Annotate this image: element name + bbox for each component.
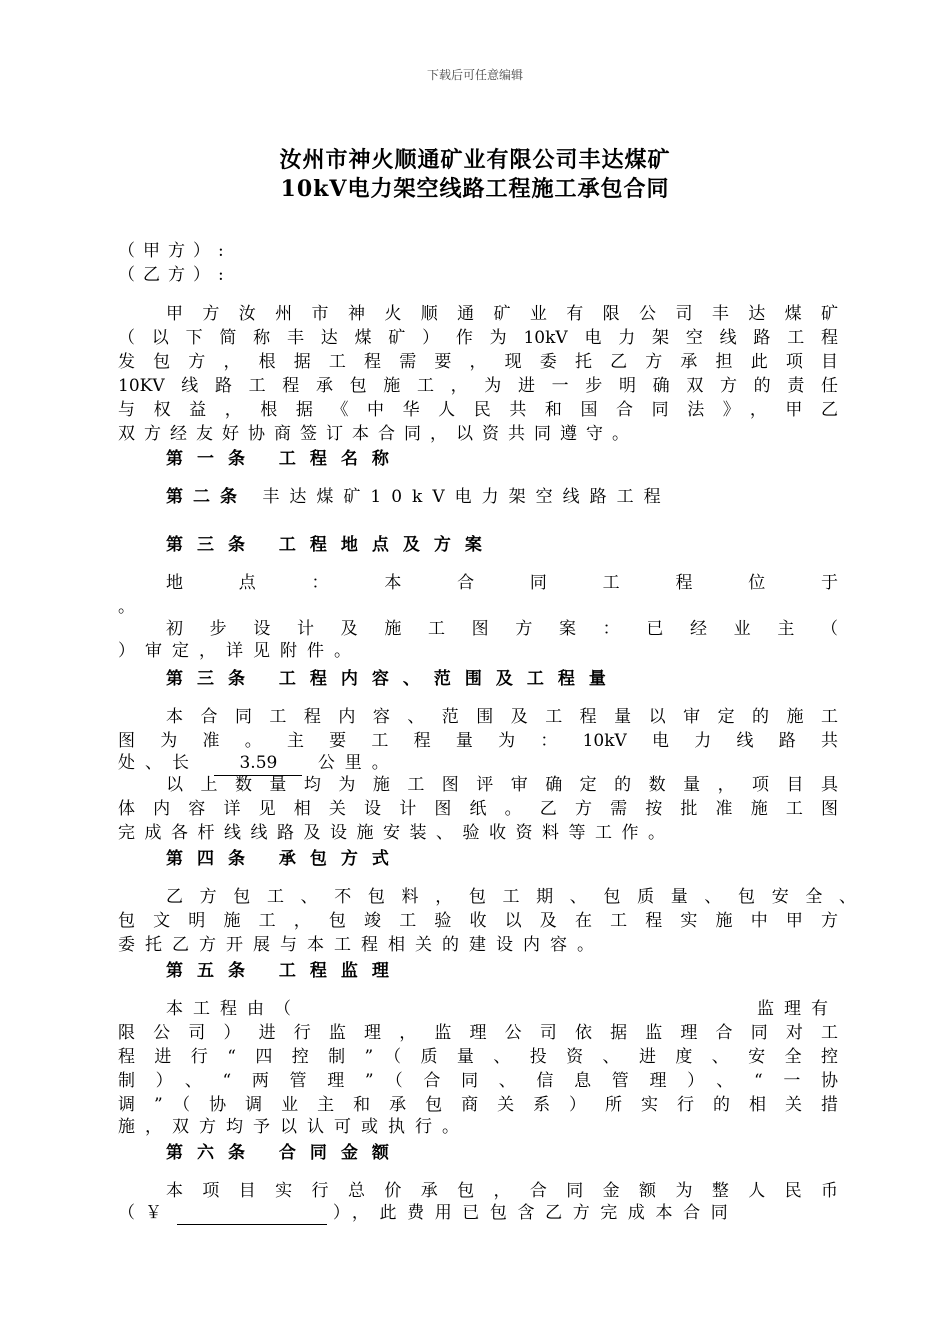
intro-line: （以下简称丰达煤矿）作为10kV电力架空线路工程 <box>118 328 838 348</box>
scope-line: 完成各杆线线路及设施安装、验收资料等工作。 <box>118 823 675 843</box>
scope-line: 体内容详见相关设计图纸。乙方需按批准施工图 <box>118 799 838 819</box>
amount-suffix: ），此费用已包含乙方完成本合同 <box>332 1203 739 1223</box>
contract-title-line1: 汝州市神火顺通矿业有限公司丰达煤矿 <box>279 147 671 173</box>
scope-suffix: 公里。 <box>317 753 399 773</box>
scope-line: 本合同工程内容、范围及工程量以审定的施工 <box>166 707 838 727</box>
mode-line: 委托乙方开展与本工程相关的建设内容。 <box>118 935 604 955</box>
scope-length-value: 3.59 <box>214 752 302 776</box>
supervision-suffix: 监理有 <box>757 999 838 1019</box>
article-2-line <box>166 486 838 509</box>
supervision-line: 施，双方均予以认可或执行。 <box>118 1117 469 1137</box>
intro-line: 10KV线路工程承包施工，为进一步明确双方的责任 <box>118 376 838 396</box>
article-3-heading: 第三条 工程地点及方案 <box>166 535 496 555</box>
scope-line: 以上数量均为施工图评审确定的数量，项目具 <box>166 775 838 795</box>
supervision-prefix: 本工程由（ <box>166 999 301 1019</box>
amount-line: 本项目实行总价承包，合同金额为整人民币 <box>166 1181 838 1201</box>
design-line: 初步设计及施工图方案：已经业主（ <box>166 619 838 639</box>
scope-line: 图为准。主要工程量为：10kV电力线路共 <box>118 731 838 751</box>
amount-blank <box>177 1206 327 1225</box>
scope-line <box>118 752 838 776</box>
article-3b-heading: 第三条 工程内容、范围及工程量 <box>166 669 620 689</box>
header-note: 下载后可任意编辑 <box>426 68 523 82</box>
amount-line <box>118 1202 838 1225</box>
mode-line: 包文明施工，包竣工验收以及在工程实施中甲方 <box>118 911 838 931</box>
mode-line: 乙方包工、不包料，包工期、包质量、包安全、 <box>166 887 856 907</box>
amount-prefix: （￥ <box>118 1203 172 1223</box>
intro-line: 双方经友好协商签订本合同，以资共同遵守。 <box>118 424 638 444</box>
article-2-text: 丰达煤矿10kV电力架空线路工程 <box>262 487 671 507</box>
supervision-line: 制）、“两管理”（合同、信息管理）、“一协 <box>118 1071 838 1091</box>
supervision-line: 程进行“四控制”（质量、投资、进度、安全控 <box>118 1047 838 1067</box>
supervision-line: 限公司）进行监理，监理公司依据监理合同对工 <box>118 1023 838 1043</box>
intro-line: 发包方，根据工程需要，现委托乙方承担此项目 <box>118 352 838 372</box>
intro-line: 甲方汝州市神火顺通矿业有限公司丰达煤矿 <box>166 304 838 324</box>
supervision-line: 调”（协调业主和承包商关系）所实行的相关措 <box>118 1095 838 1115</box>
article-6-heading: 第六条 合同金额 <box>166 1143 403 1163</box>
design-line: ）审定，详见附件。 <box>118 641 361 661</box>
article-4-heading: 第四条 承包方式 <box>166 849 403 869</box>
supervision-line <box>166 998 838 1021</box>
party-b-label: （乙方）: <box>118 265 232 285</box>
location-line: 。 <box>118 597 135 617</box>
article-5-heading: 第五条 工程监理 <box>166 961 403 981</box>
article-2-label: 第二条 <box>166 487 247 507</box>
intro-line: 与权益，根据《中华人民共和国合同法》，甲乙 <box>118 400 838 420</box>
contract-title-line2: 10kV电力架空线路工程施工承包合同 <box>280 176 670 202</box>
party-a-label: （甲方）: <box>118 241 232 261</box>
article-1-heading: 第一条 工程名称 <box>166 449 403 469</box>
location-line: 地点：本合同工程位于 <box>166 573 838 593</box>
scope-prefix: 处、长 <box>118 753 199 773</box>
